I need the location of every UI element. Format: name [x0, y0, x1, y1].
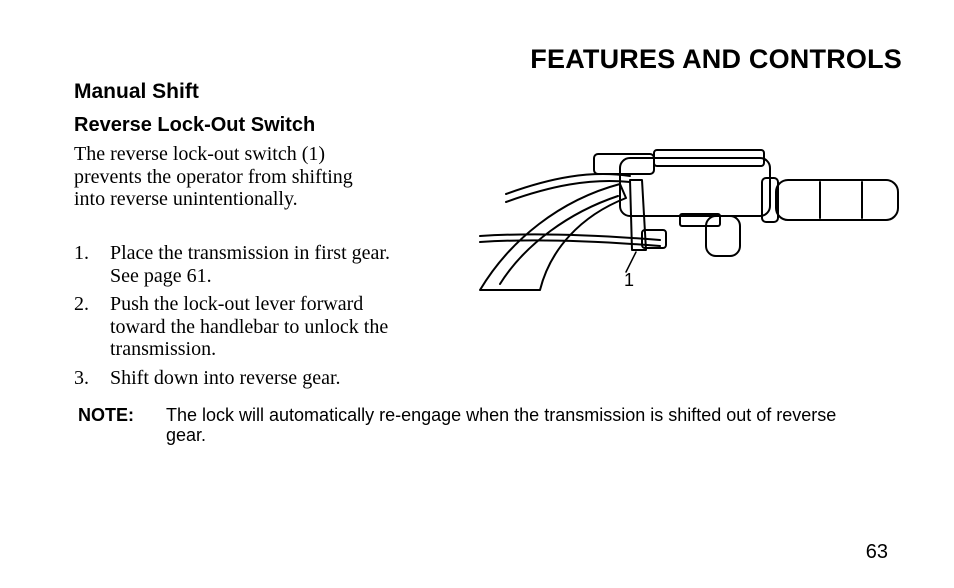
step-number: 2. [74, 293, 89, 315]
step-item [74, 242, 414, 287]
intro-paragraph: The reverse lock-out switch (1) prevents the operator from shifting into reverse unintentionally. [74, 143, 353, 210]
subsection-title: Reverse Lock-Out Switch [74, 114, 316, 136]
note-label: NOTE: [78, 405, 134, 425]
step-number: 1. [74, 242, 89, 264]
page-number: 63 [865, 541, 888, 563]
section-title: Manual Shift [74, 80, 199, 103]
step-number: 3. [74, 366, 89, 389]
lower-cable-inner [480, 240, 660, 246]
step-text: Place the transmission in first gear. See page 61. [110, 242, 390, 287]
handlebar-illustration [470, 140, 900, 310]
step-item [74, 293, 414, 361]
note-text: The lock will automatically re-engage when the transmission is shifted out of reverse gear. [166, 405, 837, 445]
step-item [74, 367, 414, 390]
thumb-throttle [706, 216, 740, 256]
step-text: Push the lock-out lever forward toward the handlebar to unlock the transmission. [110, 293, 389, 360]
handgrip [776, 180, 898, 220]
page-header: FEATURES AND CONTROLS [530, 44, 902, 74]
note-block [78, 405, 878, 445]
handlebar-drawing [470, 140, 900, 310]
step-text: Shift down into reverse gear. [110, 366, 341, 389]
callout-label: 1 [624, 270, 635, 290]
steps-list [74, 242, 414, 395]
callout-leader [626, 252, 636, 272]
